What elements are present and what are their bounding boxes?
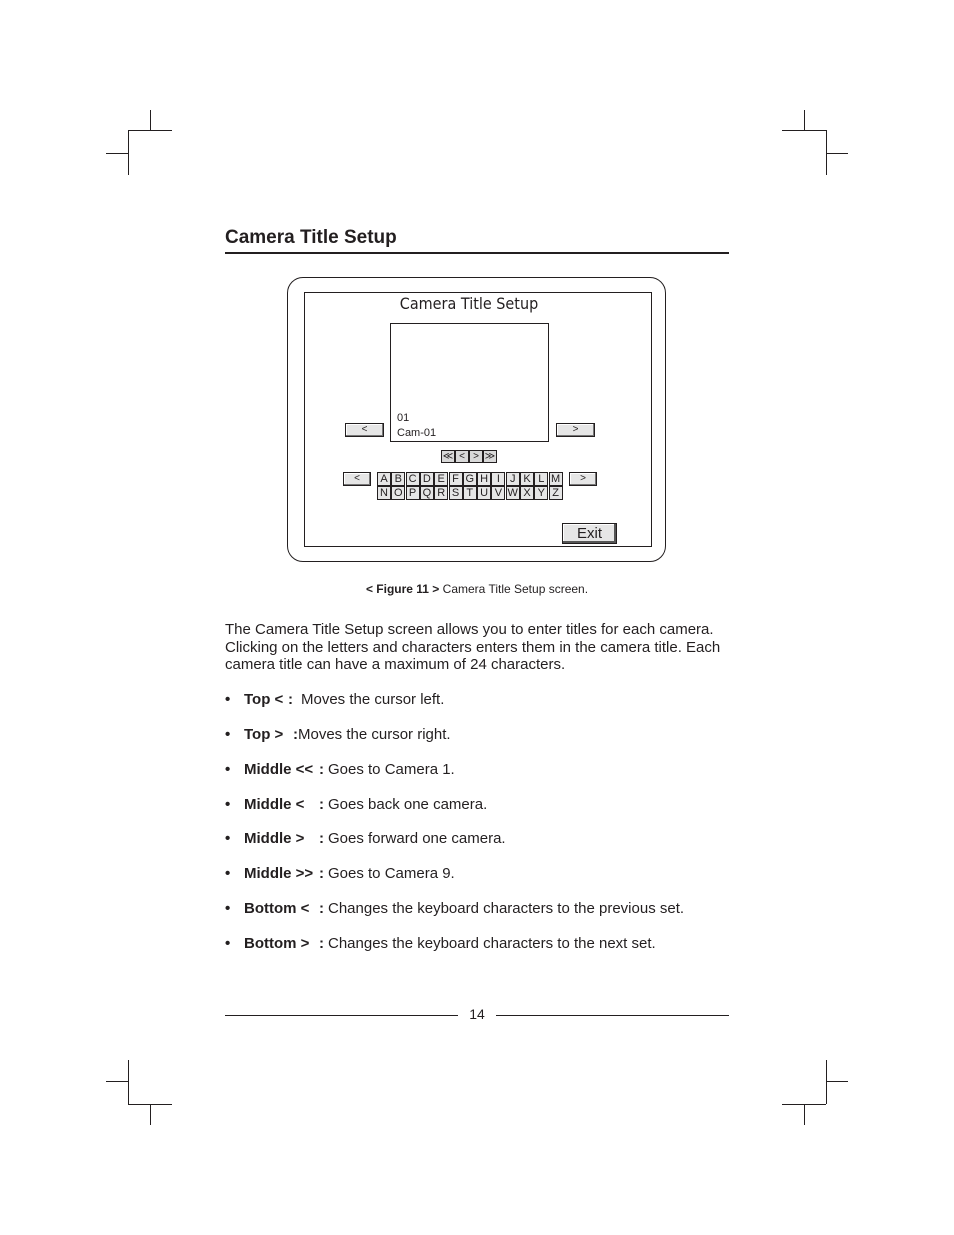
exit-button[interactable]: Exit [562,523,617,544]
preview-camera-number: 01 [397,412,410,424]
bottom-left-keyset-button[interactable]: < [343,472,371,486]
bullet-label: Middle >> [244,865,314,883]
key-button[interactable]: Y [534,486,548,500]
bullet-colon: : [319,900,324,918]
key-button[interactable]: O [391,486,405,500]
last-camera-button[interactable]: ≫ [484,451,496,462]
bullet-colon: : [319,795,324,813]
bullet-colon: : [288,691,293,708]
key-button[interactable]: I [491,472,505,486]
bullet-marker: • [225,934,231,952]
top-left-cursor-button[interactable]: < [345,423,384,437]
key-button[interactable]: K [520,472,534,486]
page-number: 14 [469,1006,485,1022]
figure-caption [225,582,729,596]
key-button[interactable]: B [391,472,405,486]
key-button[interactable]: J [506,472,520,486]
key-button[interactable]: G [463,472,477,486]
bullet-marker: • [225,830,231,848]
intro-paragraph: The Camera Title Setup screen allows you to enter titles for each camera. Clicking on the letters and characters enters them in the camera title. Each camera title can have a maximum of 24 characters. [225,621,721,673]
bullet-colon: : [319,830,324,848]
preview-camera-title: Cam-01 [397,427,437,439]
key-button[interactable]: F [449,472,463,486]
top-right-cursor-button[interactable]: > [556,423,595,437]
bullet-description: Goes forward one camera. [328,830,506,848]
bullet-colon: : [319,934,324,952]
key-button[interactable]: Z [549,486,563,500]
bullet-description: Goes to Camera 1. [328,760,455,778]
figure-caption-text: Camera Title Setup screen. [439,582,589,596]
key-button[interactable]: Q [420,486,434,500]
bullet-label: Top > [244,725,284,743]
bullet-label: Bottom > [244,934,310,952]
bullet-description: Goes to Camera 9. [328,865,455,883]
footer-rule-left [225,1015,458,1016]
bullet-marker: • [225,900,231,918]
prev-camera-button[interactable]: < [455,450,469,463]
key-button[interactable]: U [477,486,491,500]
key-button[interactable]: H [477,472,491,486]
bullet-description: Changes the keyboard characters to the next set. [328,934,656,952]
bullet-label: Middle > [244,830,305,848]
key-button[interactable]: N [377,486,391,500]
bullet-marker: • [225,725,231,743]
figure-label: < Figure 11 > [365,582,440,596]
bottom-right-keyset-button[interactable]: > [569,472,597,486]
section-heading: Camera Title Setup [225,227,397,248]
bullet-description: Changes the keyboard characters to the previous set. [328,900,685,918]
bullet-colon: : [319,760,324,778]
bullet-label: Top < [244,691,284,708]
bullet-label: Middle << [244,760,314,778]
heading-rule [225,252,729,254]
key-button[interactable]: V [491,486,505,500]
key-button[interactable]: W [507,487,518,499]
key-button[interactable]: M [549,472,563,486]
bullet-description: Moves the cursor left. [301,691,445,708]
camera-preview [390,323,549,442]
first-camera-button[interactable]: ≪ [442,451,454,462]
bullet-description: Moves the cursor right. [298,725,451,743]
key-button[interactable]: C [406,472,420,486]
screen-title: Camera Title Setup [399,294,539,313]
key-button[interactable]: X [520,486,534,500]
key-button[interactable]: D [420,472,434,486]
key-button[interactable]: E [434,472,448,486]
key-button[interactable]: T [463,486,477,500]
bullet-marker: • [225,760,231,778]
bullet-label: Middle < [244,795,305,813]
next-camera-button[interactable]: > [469,450,483,463]
key-button[interactable]: P [406,486,420,500]
bullet-marker: • [225,691,231,708]
footer-rule-right [496,1015,729,1016]
bullet-colon: : [319,865,324,883]
key-button[interactable]: L [534,472,548,486]
key-button[interactable]: A [377,472,391,486]
key-button[interactable]: R [434,486,448,500]
bullet-marker: • [225,795,231,813]
key-button[interactable]: S [449,486,463,500]
bullet-description: Goes back one camera. [328,795,488,813]
bullet-label: Bottom < [244,900,310,918]
bullet-colon: : [293,725,298,743]
bullet-marker: • [225,865,231,883]
